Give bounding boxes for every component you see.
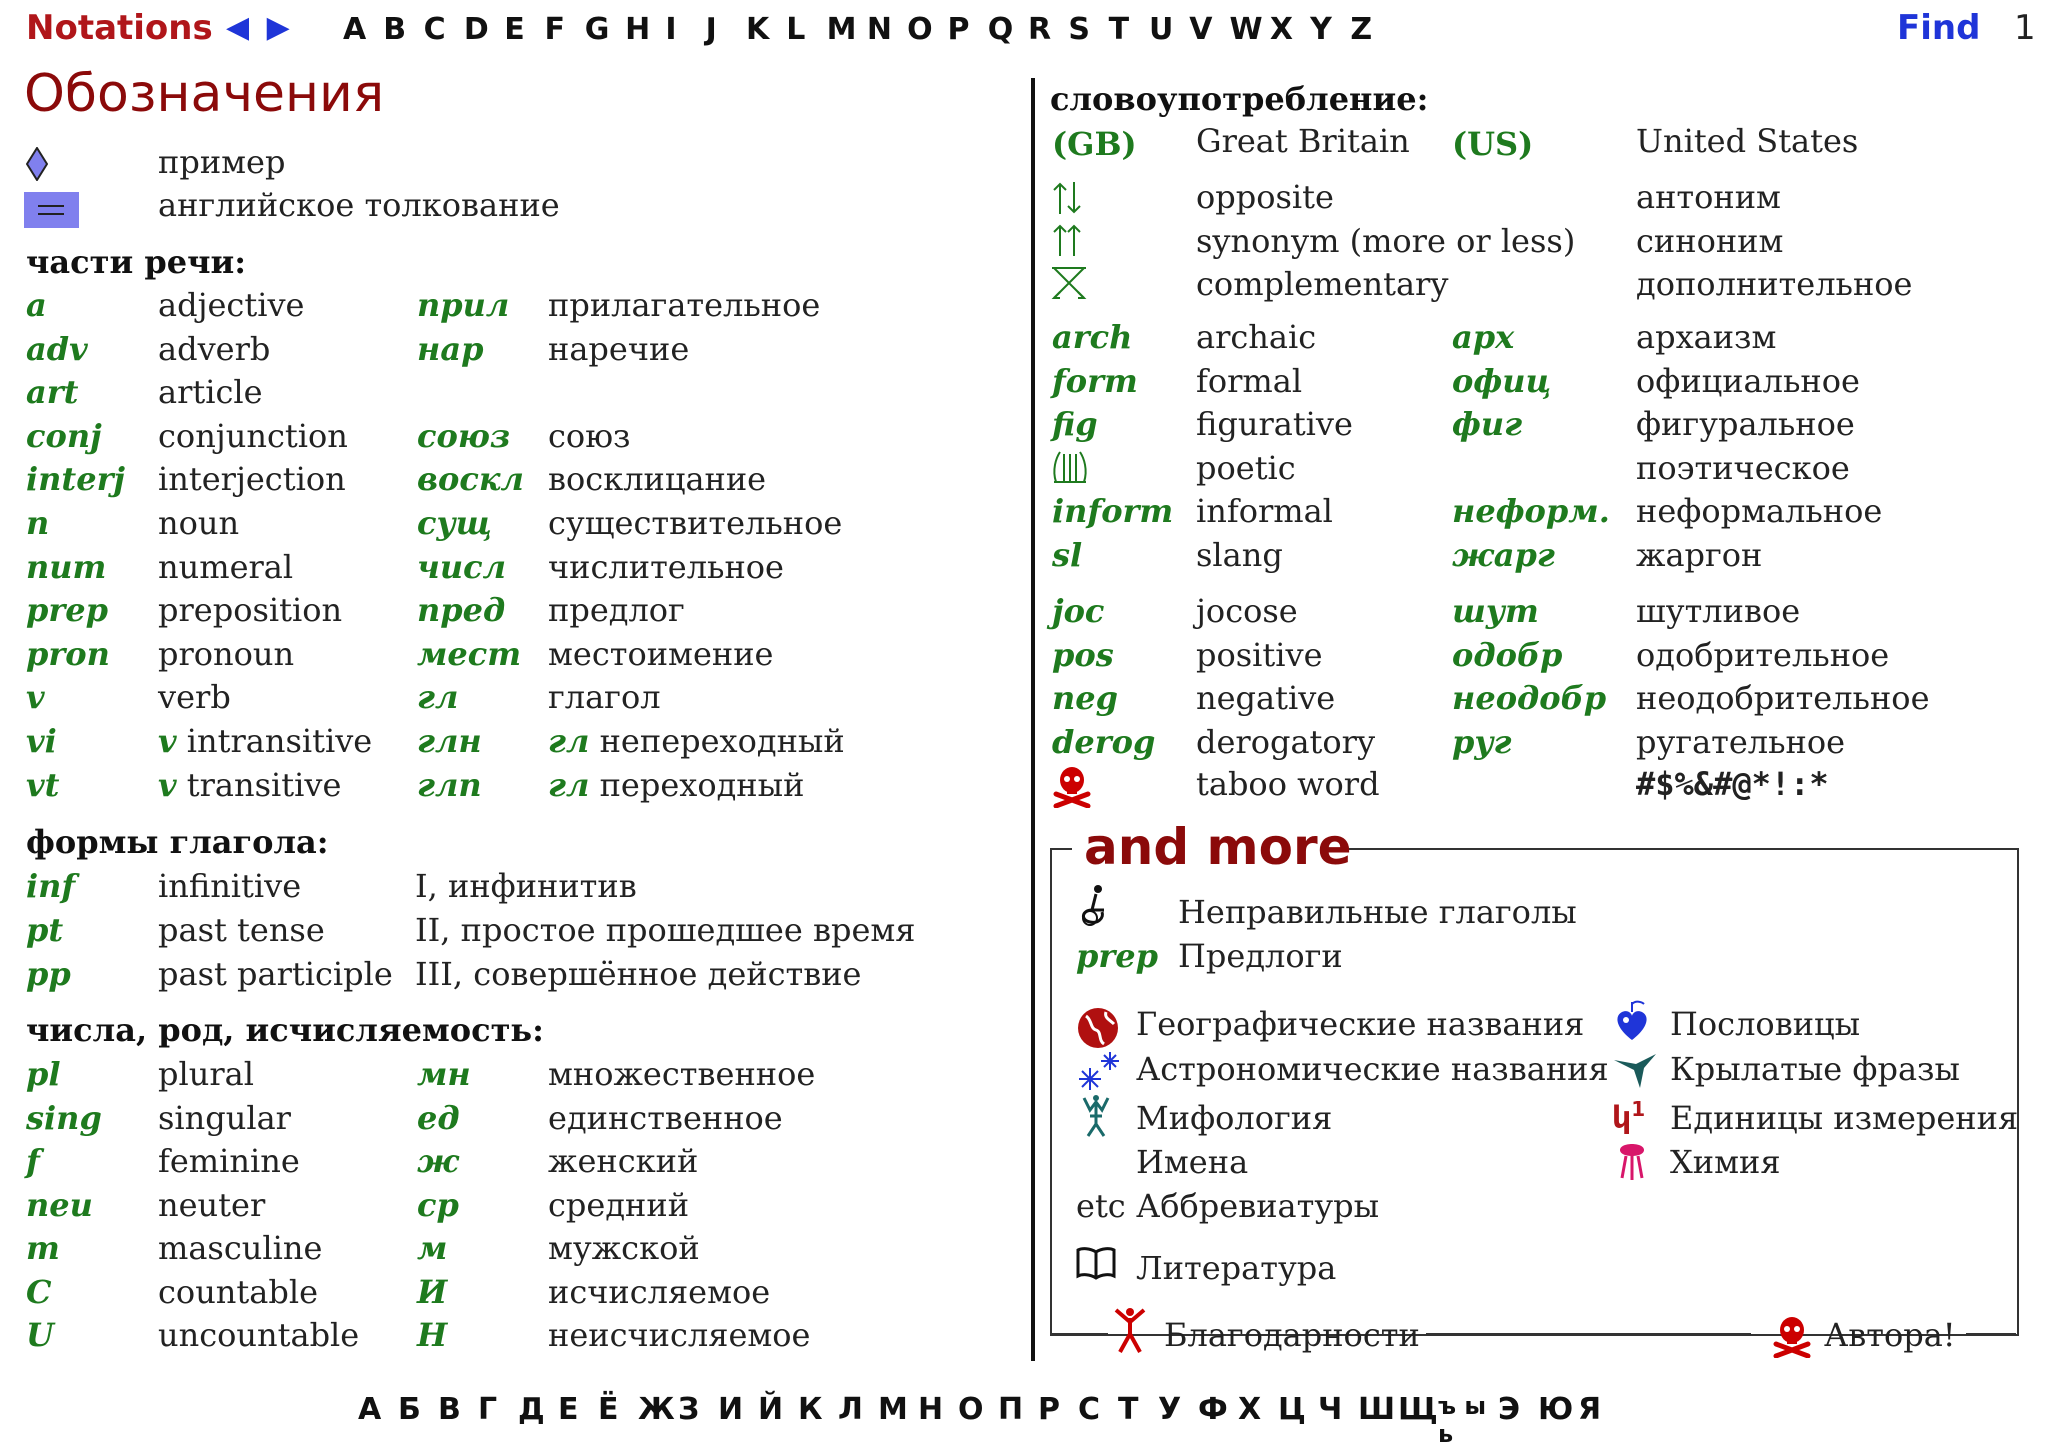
pos-russian: существительное — [548, 504, 843, 542]
cyrillic-letter[interactable]: О — [958, 1392, 984, 1427]
pos-abbr: v — [26, 678, 45, 716]
box-footer-line-middle — [1426, 1333, 1751, 1335]
pos-russian-abbr: глн — [417, 722, 482, 760]
geographic-names-link[interactable]: Географические названия — [1136, 1005, 1585, 1043]
style-abbr: inform — [1052, 492, 1174, 530]
pos-english: adverb — [158, 330, 271, 368]
relation-russian: синоним — [1636, 222, 1784, 260]
tone-abbr: neg — [1052, 679, 1118, 717]
pos-english: noun — [158, 504, 240, 542]
tone-russian-abbr: неодобр — [1452, 679, 1607, 717]
tone-russian-abbr: руг — [1452, 723, 1512, 761]
pos-abbr: interj — [26, 460, 125, 498]
number-gender-russian: средний — [548, 1186, 690, 1224]
number-gender-abbr: sing — [26, 1099, 102, 1137]
chemistry-link[interactable]: Химия — [1670, 1143, 1781, 1181]
number-gender-russian-abbr: ед — [417, 1099, 460, 1137]
tone-russian: неодобрительное — [1636, 679, 1930, 717]
column-divider — [1031, 78, 1035, 1361]
dancing-figure-icon[interactable] — [1112, 1306, 1148, 1354]
acknowledgements-link[interactable]: Благодарности — [1164, 1316, 1420, 1354]
cyrillic-letter[interactable]: Л — [838, 1392, 863, 1427]
units-link[interactable]: Единицы измерения — [1670, 1099, 2019, 1137]
pos-russian: прилагательное — [548, 286, 821, 324]
letter-i[interactable]: I — [665, 12, 677, 47]
pos-english: conjunction — [158, 417, 348, 455]
number-gender-russian-abbr: И — [417, 1273, 448, 1311]
pos-russian: предлог — [548, 591, 685, 629]
number-gender-abbr: f — [26, 1142, 40, 1180]
pos-russian: местоимение — [548, 635, 774, 673]
number-gender-russian: исчисляемое — [548, 1273, 771, 1311]
pos-abbr: a — [26, 286, 47, 324]
style-english: formal — [1196, 362, 1303, 400]
letter-k[interactable]: K — [745, 12, 770, 47]
number-gender-russian-abbr: ж — [417, 1142, 459, 1180]
style-abbr: arch — [1052, 318, 1133, 356]
pos-russian: числительное — [548, 548, 784, 586]
tone-russian: одобрительное — [1636, 636, 1890, 674]
cyrillic-letter[interactable]: Т — [1118, 1392, 1139, 1427]
parts-of-speech-title: части речи: — [26, 243, 247, 281]
irregular-verbs-link[interactable]: Неправильные глаголы — [1178, 893, 1577, 931]
cyrillic-letter[interactable]: Ш — [1358, 1392, 1396, 1427]
irregular-verbs-icon[interactable] — [1076, 884, 1116, 926]
verb-forms-title: формы глагола: — [26, 823, 329, 861]
tone-russian: шутливое — [1636, 592, 1801, 630]
cyrillic-letter[interactable]: П — [998, 1392, 1024, 1427]
pos-english: article — [158, 373, 263, 411]
cyrillic-letter[interactable]: Ж — [638, 1392, 675, 1427]
abbreviations-abbr: etc — [1076, 1187, 1126, 1225]
letter-j[interactable]: J — [705, 12, 717, 47]
pos-abbr: conj — [26, 417, 102, 455]
diamond-icon — [26, 147, 48, 181]
style-russian-abbr: арх — [1452, 318, 1515, 356]
style-english: poetic — [1196, 449, 1296, 487]
heart-apple-icon[interactable] — [1612, 998, 1652, 1044]
pos-russian-abbr: числ — [417, 548, 507, 586]
astronomical-names-link[interactable]: Астрономические названия — [1136, 1050, 1609, 1088]
cyrillic-letter[interactable]: Я — [1578, 1392, 1602, 1427]
pos-russian: глагол — [548, 678, 661, 716]
find-button[interactable]: Find — [1897, 8, 1981, 48]
mythology-figure-icon[interactable] — [1076, 1094, 1116, 1138]
style-english: archaic — [1196, 318, 1317, 356]
style-russian: жаргон — [1636, 536, 1763, 574]
box-footer-line-right — [1966, 1333, 2016, 1335]
notations-link[interactable]: Notations — [26, 8, 213, 48]
synonym-arrows-icon — [1052, 222, 1082, 258]
style-russian-abbr: фиг — [1452, 405, 1523, 443]
pos-russian-abbr: пред — [417, 591, 506, 629]
pos-russian: союз — [548, 417, 631, 455]
cyrillic-letter[interactable]: Ц — [1278, 1392, 1306, 1427]
cyrillic-letter[interactable]: ъ ы ь — [1438, 1392, 1487, 1448]
authors-skull-icon[interactable] — [1772, 1314, 1812, 1358]
letter-e[interactable]: E — [504, 12, 525, 47]
letter-x[interactable]: X — [1269, 12, 1293, 47]
pos-english — [158, 722, 372, 760]
relation-english: opposite — [1196, 178, 1334, 216]
usage-title: словоупотребление: — [1050, 80, 1429, 118]
pos-russian-text: переходный — [589, 766, 805, 804]
number-gender-abbr: neu — [26, 1186, 93, 1224]
cyrillic-letter[interactable]: Ч — [1318, 1392, 1343, 1427]
letter-a[interactable]: A — [343, 12, 367, 47]
pos-english: interjection — [158, 460, 346, 498]
cyrillic-letter[interactable]: З — [678, 1392, 700, 1427]
cyrillic-letter[interactable]: Ё — [598, 1392, 619, 1427]
letter-t[interactable]: T — [1108, 12, 1130, 47]
complementary-arrows-icon — [1050, 264, 1088, 302]
letter-z[interactable]: Z — [1350, 12, 1373, 47]
style-abbr: form — [1052, 362, 1138, 400]
verb-form-abbr: pt — [26, 911, 64, 949]
pos-english: verb — [158, 678, 231, 716]
letter-n[interactable]: N — [866, 12, 892, 47]
relation-russian: антоним — [1636, 178, 1781, 216]
style-english: informal — [1196, 492, 1333, 530]
style-english: slang — [1196, 536, 1283, 574]
and-more-title: and more — [1084, 818, 1352, 876]
number-gender-english: uncountable — [158, 1316, 360, 1354]
units-icon[interactable]: կ$^1$ — [1612, 1097, 1646, 1136]
tone-english: negative — [1196, 679, 1336, 717]
cyrillic-letter[interactable]: Х — [1238, 1392, 1262, 1427]
verb-form-english: past tense — [158, 911, 325, 949]
tone-english: positive — [1196, 636, 1323, 674]
verb-form-abbr: pp — [26, 955, 71, 993]
cyrillic-letter[interactable]: Р — [1038, 1392, 1060, 1427]
verb-form-abbr: inf — [26, 867, 76, 905]
pos-russian — [548, 766, 804, 804]
number-gender-russian: единственное — [548, 1099, 783, 1137]
names-link[interactable]: Имена — [1136, 1143, 1249, 1181]
number-gender-russian-abbr: Н — [417, 1316, 448, 1354]
pos-english-abbr: v — [158, 766, 177, 804]
letter-g[interactable]: G — [584, 12, 610, 47]
legend-example: пример — [158, 143, 286, 181]
box-footer-line-left — [1052, 1333, 1108, 1335]
cyrillic-letter[interactable]: Д — [518, 1392, 545, 1427]
pos-russian-abbr: союз — [417, 417, 511, 455]
taboo-word-ru: #$%&#@*!:* — [1636, 765, 1829, 803]
letter-f[interactable]: F — [544, 12, 565, 47]
stars-icon[interactable] — [1076, 1050, 1122, 1092]
cyrillic-letter[interactable]: В — [438, 1392, 461, 1427]
mythology-link[interactable]: Мифология — [1136, 1099, 1333, 1137]
number-gender-english: feminine — [158, 1142, 300, 1180]
letter-m[interactable]: M — [826, 12, 857, 47]
verb-form-russian: II, простое прошедшее время — [415, 911, 916, 949]
prev-next-arrows[interactable]: ◀ ▶ — [226, 10, 294, 45]
letter-p[interactable]: P — [947, 12, 970, 47]
cyrillic-letter[interactable]: Ф — [1198, 1392, 1228, 1427]
letter-l[interactable]: L — [786, 12, 806, 47]
pos-english-text: transitive — [176, 766, 342, 804]
style-russian: фигуральное — [1636, 405, 1855, 443]
us-text: United States — [1636, 122, 1859, 160]
letter-w[interactable]: W — [1229, 12, 1263, 47]
pos-russian: восклицание — [548, 460, 767, 498]
us-tag: (US) — [1452, 125, 1534, 163]
cyrillic-letter[interactable]: Й — [758, 1392, 784, 1427]
cyrillic-letter[interactable]: Б — [398, 1392, 421, 1427]
pos-english: numeral — [158, 548, 294, 586]
style-russian-abbr: жарг — [1452, 536, 1555, 574]
number-gender-russian-abbr: м — [417, 1229, 448, 1267]
latin-alphabet-nav — [343, 12, 1391, 47]
letter-h[interactable]: H — [625, 12, 651, 47]
pos-abbr: num — [26, 548, 107, 586]
number-gender-english: plural — [158, 1055, 254, 1093]
style-russian-abbr: неформ. — [1452, 492, 1610, 530]
pos-english — [158, 766, 341, 804]
tone-abbr: derog — [1052, 723, 1156, 761]
style-russian: архаизм — [1636, 318, 1777, 356]
pos-russian-abbr: мест — [417, 635, 522, 673]
skull-crossbones-icon — [1052, 764, 1092, 808]
relation-english: synonym (more or less) — [1196, 222, 1576, 260]
cyrillic-letter[interactable]: Е — [558, 1392, 579, 1427]
cyrillic-letter[interactable]: У — [1158, 1392, 1182, 1427]
verb-form-russian: I, инфинитив — [415, 867, 637, 905]
cyrillic-letter[interactable]: Г — [478, 1392, 498, 1427]
pos-abbr: art — [26, 373, 79, 411]
letter-b[interactable]: B — [383, 12, 407, 47]
verb-form-russian: III, совершённое действие — [415, 955, 862, 993]
relation-english: complementary — [1196, 265, 1449, 303]
tone-abbr: joc — [1052, 592, 1105, 630]
verb-form-english: past participle — [158, 955, 393, 993]
pos-abbr: pron — [26, 635, 110, 673]
proverbs-link[interactable]: Пословицы — [1670, 1005, 1861, 1043]
letter-q[interactable]: Q — [987, 12, 1014, 47]
style-abbr: fig — [1052, 405, 1098, 443]
pos-russian — [548, 722, 845, 760]
literature-link[interactable]: Литература — [1136, 1249, 1337, 1287]
style-abbr: sl — [1052, 536, 1083, 574]
letter-s[interactable]: S — [1068, 12, 1090, 47]
pos-english-abbr: v — [158, 722, 177, 760]
tone-abbr: pos — [1052, 636, 1114, 674]
page-title: Обозначения — [24, 64, 385, 124]
pos-abbr: vt — [26, 766, 60, 804]
tone-english: jocose — [1196, 592, 1298, 630]
letter-u[interactable]: U — [1148, 12, 1174, 47]
tone-russian: ругательное — [1636, 723, 1846, 761]
poetic-lyre-icon — [1050, 448, 1090, 486]
pos-abbr: adv — [26, 330, 88, 368]
number-gender-english: masculine — [158, 1229, 323, 1267]
pos-russian-abbr: прил — [417, 286, 510, 324]
number-gender-abbr: C — [26, 1273, 52, 1311]
tone-russian-abbr: одобр — [1452, 636, 1563, 674]
style-russian: поэтическое — [1636, 449, 1850, 487]
pos-russian-abbr: нар — [417, 330, 484, 368]
pos-russian-abbr: гл — [548, 766, 590, 804]
pos-abbr: prep — [26, 591, 108, 629]
authors-link[interactable]: Автора! — [1824, 1316, 1956, 1354]
prepositions-abbr: prep — [1076, 937, 1158, 975]
cyrillic-letter[interactable]: Н — [918, 1392, 944, 1427]
opposite-arrows-icon — [1052, 180, 1082, 216]
number-gender-english: singular — [158, 1099, 291, 1137]
style-russian: официальное — [1636, 362, 1860, 400]
pos-abbr: n — [26, 504, 50, 542]
tone-english: derogatory — [1196, 723, 1376, 761]
equals-box-icon — [24, 192, 79, 228]
cyrillic-letter[interactable]: М — [878, 1392, 908, 1427]
number-gender-abbr: m — [26, 1229, 60, 1267]
number-gender-abbr: pl — [26, 1055, 61, 1093]
letter-o[interactable]: O — [907, 12, 933, 47]
number-gender-title: числа, род, исчисляемость: — [26, 1011, 544, 1049]
verb-form-english: infinitive — [158, 867, 302, 905]
number-gender-english: countable — [158, 1273, 318, 1311]
number-gender-english: neuter — [158, 1186, 266, 1224]
number-gender-russian-abbr: мн — [417, 1055, 471, 1093]
cyrillic-letter[interactable]: Щ — [1398, 1392, 1438, 1427]
tone-russian-abbr: шут — [1452, 592, 1539, 630]
pos-russian-abbr: сущ — [417, 504, 492, 542]
relation-russian: дополнительное — [1636, 265, 1913, 303]
letter-d[interactable]: D — [463, 12, 489, 47]
chemistry-flask-icon[interactable] — [1612, 1140, 1652, 1182]
cyrillic-letter[interactable]: Э — [1498, 1392, 1521, 1427]
cyrillic-letter[interactable]: И — [718, 1392, 744, 1427]
cyrillic-letter[interactable]: Ю — [1538, 1392, 1574, 1427]
number-gender-abbr: U — [26, 1316, 54, 1354]
cyrillic-letter[interactable]: С — [1078, 1392, 1101, 1427]
pos-russian: наречие — [548, 330, 690, 368]
prepositions-link[interactable]: Предлоги — [1178, 937, 1343, 975]
winged-phrases-link[interactable]: Крылатые фразы — [1670, 1050, 1960, 1088]
pos-english: adjective — [158, 286, 305, 324]
number-gender-russian: множественное — [548, 1055, 816, 1093]
pos-english: preposition — [158, 591, 343, 629]
style-russian: неформальное — [1636, 492, 1883, 530]
gb-text: Great Britain — [1196, 122, 1410, 160]
letter-y[interactable]: Y — [1310, 12, 1332, 47]
number-gender-russian: женский — [548, 1142, 699, 1180]
cyrillic-letter[interactable]: А — [358, 1392, 382, 1427]
letter-v[interactable]: V — [1189, 12, 1213, 47]
pos-russian-abbr: глп — [417, 766, 482, 804]
pos-english: pronoun — [158, 635, 295, 673]
pos-russian-abbr: гл — [417, 678, 459, 716]
pos-russian-abbr: гл — [548, 722, 590, 760]
pos-english-text: intransitive — [176, 722, 373, 760]
pos-russian-text: непереходный — [589, 722, 845, 760]
page-number: 1 — [2014, 8, 2036, 48]
style-english: figurative — [1196, 405, 1353, 443]
cyrillic-alphabet-nav — [358, 1392, 1618, 1448]
abbreviations-link[interactable]: Аббревиатуры — [1136, 1187, 1380, 1225]
style-russian-abbr: офиц — [1452, 362, 1552, 400]
pos-abbr: vi — [26, 722, 57, 760]
number-gender-russian-abbr: ср — [417, 1186, 459, 1224]
letter-c[interactable]: C — [423, 12, 446, 47]
pterodactyl-icon[interactable] — [1612, 1050, 1658, 1090]
number-gender-russian: мужской — [548, 1229, 700, 1267]
legend-english: английское толкование — [158, 186, 560, 224]
gb-tag: (GB) — [1052, 125, 1137, 163]
number-gender-russian: неисчисляемое — [548, 1316, 811, 1354]
top-navigation — [0, 0, 2048, 62]
pos-russian-abbr: воскл — [417, 460, 524, 498]
taboo-word-en: taboo word — [1196, 765, 1380, 803]
book-icon[interactable] — [1076, 1246, 1116, 1280]
globe-icon[interactable] — [1076, 1006, 1120, 1050]
letter-r[interactable]: R — [1028, 12, 1052, 47]
cyrillic-letter[interactable]: К — [798, 1392, 823, 1427]
